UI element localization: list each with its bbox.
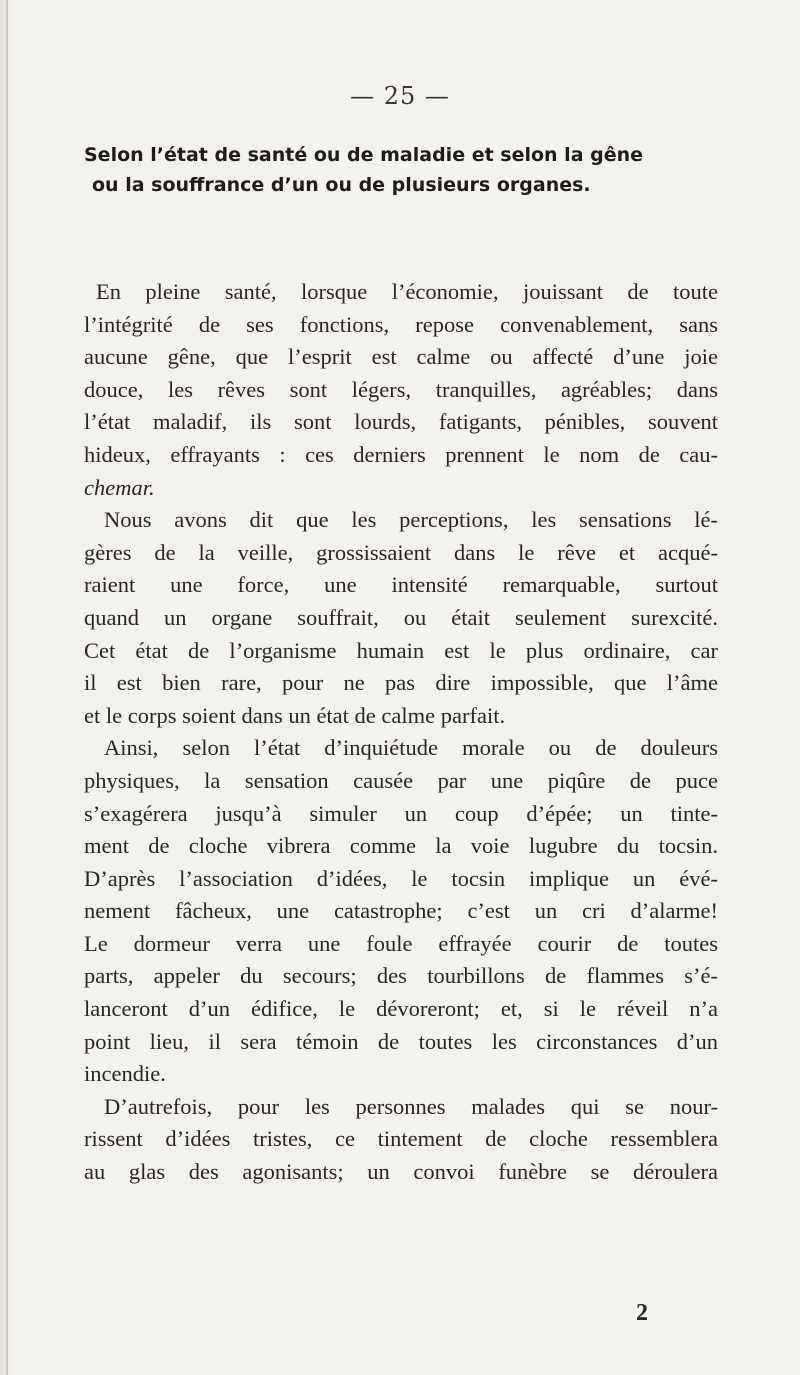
text-line: l’intégrité de ses fonctions, repose convenablement, sans — [84, 311, 718, 337]
text-line: D’autrefois, pour les personnes malades qui se nour- — [104, 1093, 718, 1119]
text-line: hideux, effrayants : ces derniers prennent le nom de cau- — [84, 441, 718, 467]
heading-line-1: Selon l’état de santé ou de maladie et selon la gêne — [84, 144, 644, 166]
body-text — [84, 276, 718, 1189]
text-line: incendie. — [84, 1061, 166, 1087]
text-line: quand un organe souffrait, ou était seulement surexcité. — [84, 604, 718, 630]
signature-mark: 2 — [636, 1300, 648, 1326]
text-line: Le dormeur verra une foule effrayée courir de toutes — [84, 930, 718, 956]
heading-line-2: ou la souffrance d’un ou de plusieurs organes. — [92, 174, 591, 196]
text-line: En pleine santé, lorsque l’économie, jouissant de toute — [96, 279, 718, 304]
text-line: D’après l’association d’idées, le tocsin implique un évé- — [84, 865, 718, 891]
text-line: gères de la veille, grossissaient dans le rêve et acqué- — [84, 539, 718, 565]
page-gutter-edge — [6, 0, 8, 1375]
text-line: s’exagérera jusqu’à simuler un coup d’épée; un tinte- — [84, 800, 718, 826]
text-line: parts, appeler du secours; des tourbillons de flammes s’é- — [84, 963, 718, 989]
text-line: il est bien rare, pour ne pas dire impossible, que l’âme — [84, 670, 718, 696]
section-heading — [84, 140, 716, 200]
text-line: rissent d’idées tristes, ce tintement de cloche ressemblera — [84, 1126, 718, 1152]
text-line: raient une force, une intensité remarquable, surtout — [84, 572, 718, 598]
text-line: ment de cloche vibrera comme la voie lugubre du tocsin. — [84, 833, 718, 859]
text-line: douce, les rêves sont légers, tranquilles, agréables; dans — [84, 376, 718, 402]
text-line: et le corps soient dans un état de calme parfait. — [84, 702, 506, 728]
text-line: au glas des agonisants; un convoi funèbre se déroulera — [84, 1159, 718, 1185]
text-line: nement fâcheux, une catastrophe; c’est un cri d’alarme! — [84, 898, 718, 924]
text-line: l’état maladif, ils sont lourds, fatigants, pénibles, souvent — [84, 409, 718, 435]
text-line: point lieu, il sera témoin de toutes les circonstances d’un — [84, 1028, 718, 1054]
text-line: Cet état de l’organisme humain est le plus ordinaire, car — [84, 637, 718, 663]
text-line: Nous avons dit que les perceptions, les sensations lé- — [104, 507, 718, 533]
text-line: lanceront d’un édifice, le dévoreront; et, si le réveil n’a — [84, 996, 718, 1022]
text-line: Ainsi, selon l’état d’inquiétude morale ou de douleurs — [104, 735, 718, 761]
text-line: chemar. — [84, 474, 155, 500]
text-line: aucune gêne, que l’esprit est calme ou affecté d’une joie — [84, 344, 718, 370]
text-line: physiques, la sensation causée par une piqûre de puce — [84, 767, 718, 793]
page-number: — 25 — — [350, 82, 450, 110]
